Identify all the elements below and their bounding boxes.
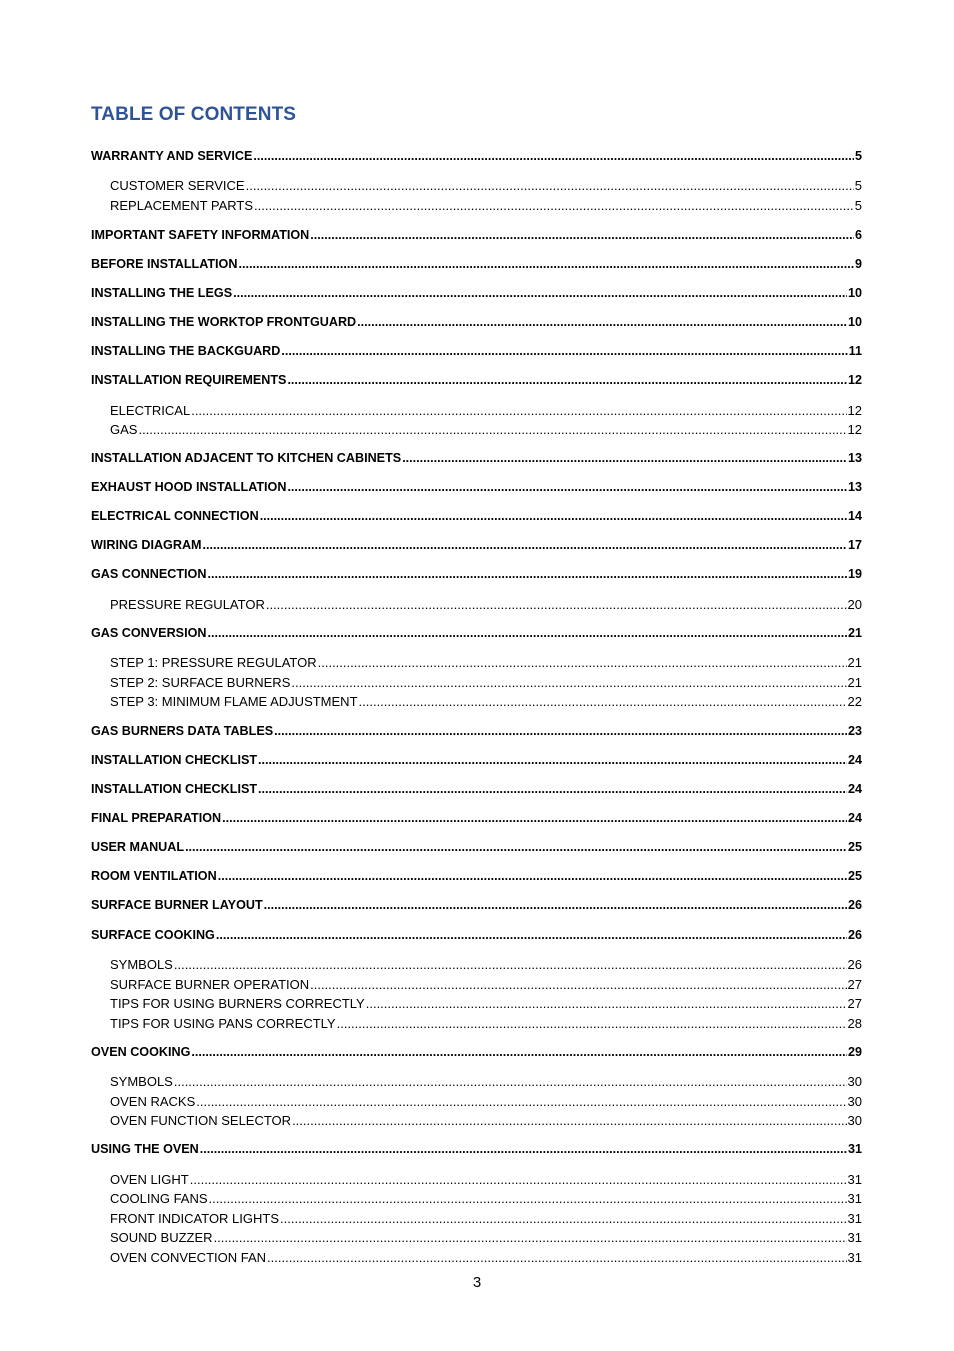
toc-dot-leader bbox=[254, 198, 854, 213]
toc-entry-page-number: 6 bbox=[854, 228, 862, 242]
toc-entry-subsection[interactable] bbox=[110, 1071, 862, 1089]
toc-entry-page-number: 23 bbox=[847, 724, 862, 738]
toc-entry-label: STEP 1: PRESSURE REGULATOR bbox=[110, 655, 317, 670]
toc-entry-label: CUSTOMER SERVICE bbox=[110, 178, 245, 193]
toc-entry-page-number: 30 bbox=[847, 1074, 862, 1089]
toc-entry-page-number: 30 bbox=[847, 1113, 862, 1128]
toc-dot-leader bbox=[267, 1250, 847, 1265]
toc-dot-leader bbox=[264, 898, 847, 913]
toc-entry-page-number: 29 bbox=[847, 1045, 862, 1059]
toc-entry-page-number: 13 bbox=[847, 480, 862, 494]
toc-entry-subsection[interactable] bbox=[110, 1169, 862, 1187]
toc-entry-subsection[interactable] bbox=[110, 175, 862, 193]
toc-entry-section[interactable] bbox=[91, 254, 862, 272]
toc-entry-subsection[interactable] bbox=[110, 974, 862, 992]
toc-entry-label: STEP 3: MINIMUM FLAME ADJUSTMENT bbox=[110, 694, 358, 709]
toc-entry-section[interactable] bbox=[91, 448, 862, 466]
toc-entry-label: ELECTRICAL CONNECTION bbox=[91, 509, 259, 523]
toc-entry-page-number: 25 bbox=[847, 869, 862, 883]
toc-entry-subsection[interactable] bbox=[110, 1110, 862, 1128]
toc-entry-subsection[interactable] bbox=[110, 672, 862, 690]
toc-dot-leader bbox=[310, 977, 846, 992]
toc-entry-label: GAS CONVERSION bbox=[91, 626, 207, 640]
toc-entry-label: IMPORTANT SAFETY INFORMATION bbox=[91, 228, 310, 242]
toc-dot-leader bbox=[280, 1211, 847, 1226]
toc-entry-label: FINAL PREPARATION bbox=[91, 811, 222, 825]
toc-entry-page-number: 27 bbox=[847, 977, 862, 992]
toc-entry-label: SURFACE BURNER OPERATION bbox=[110, 977, 310, 992]
toc-entry-section[interactable] bbox=[91, 623, 862, 641]
toc-entry-section[interactable] bbox=[91, 506, 862, 524]
toc-entry-subsection[interactable] bbox=[110, 1188, 862, 1206]
toc-dot-leader bbox=[207, 626, 847, 641]
toc-dot-leader bbox=[185, 840, 847, 855]
toc-entry-label: GAS BURNERS DATA TABLES bbox=[91, 724, 274, 738]
toc-entry-page-number: 31 bbox=[847, 1250, 862, 1265]
toc-entry-subsection[interactable] bbox=[110, 1013, 862, 1031]
toc-entry-section[interactable] bbox=[91, 341, 862, 359]
toc-entry-page-number: 12 bbox=[847, 422, 862, 437]
toc-entry-label: BEFORE INSTALLATION bbox=[91, 257, 238, 271]
toc-dot-leader bbox=[359, 694, 847, 709]
toc-dot-leader bbox=[190, 1172, 847, 1187]
toc-entry-label: INSTALLING THE WORKTOP FRONTGUARD bbox=[91, 315, 357, 329]
toc-entry-page-number: 31 bbox=[847, 1211, 862, 1226]
toc-entry-page-number: 31 bbox=[847, 1142, 862, 1156]
toc-entry-label: ELECTRICAL bbox=[110, 403, 191, 418]
toc-entry-section[interactable] bbox=[91, 477, 862, 495]
toc-dot-leader bbox=[138, 422, 846, 437]
toc-entry-label: INSTALLING THE BACKGUARD bbox=[91, 344, 281, 358]
toc-dot-leader bbox=[191, 403, 846, 418]
toc-dot-leader bbox=[402, 451, 847, 466]
toc-entry-subsection[interactable] bbox=[110, 1247, 862, 1265]
toc-entry-label: OVEN CONVECTION FAN bbox=[110, 1250, 267, 1265]
toc-entry-page-number: 26 bbox=[847, 957, 862, 972]
toc-entry-label: WIRING DIAGRAM bbox=[91, 538, 202, 552]
toc-entry-page-number: 14 bbox=[847, 509, 862, 523]
toc-entry-section[interactable] bbox=[91, 925, 862, 943]
toc-entry-label: WARRANTY AND SERVICE bbox=[91, 149, 253, 163]
toc-entry-label: STEP 2: SURFACE BURNERS bbox=[110, 675, 291, 690]
toc-entry-section[interactable] bbox=[91, 146, 862, 164]
toc-entry-page-number: 5 bbox=[854, 178, 862, 193]
toc-entry-subsection[interactable] bbox=[110, 400, 862, 418]
toc-entry-section[interactable] bbox=[91, 535, 862, 553]
toc-entry-page-number: 5 bbox=[854, 149, 862, 163]
toc-dot-leader bbox=[174, 957, 847, 972]
toc-entry-label: REPLACEMENT PARTS bbox=[110, 198, 254, 213]
toc-dot-leader bbox=[258, 782, 847, 797]
toc-entry-page-number: 25 bbox=[847, 840, 862, 854]
toc-entry-label: GAS CONNECTION bbox=[91, 567, 207, 581]
toc-entry-page-number: 21 bbox=[847, 626, 862, 640]
toc-entry-page-number: 5 bbox=[854, 198, 862, 213]
toc-dot-leader bbox=[357, 315, 847, 330]
toc-entry-section[interactable] bbox=[91, 808, 862, 826]
toc-entry-page-number: 10 bbox=[847, 315, 862, 329]
toc-entry-section[interactable] bbox=[91, 750, 862, 768]
toc-entry-label: USER MANUAL bbox=[91, 840, 185, 854]
toc-entry-page-number: 24 bbox=[847, 782, 862, 796]
toc-entry-page-number: 12 bbox=[847, 403, 862, 418]
toc-entry-label: COOLING FANS bbox=[110, 1191, 208, 1206]
toc-entry-label: GAS bbox=[110, 422, 138, 437]
toc-entry-page-number: 24 bbox=[847, 753, 862, 767]
toc-entry-section[interactable] bbox=[91, 312, 862, 330]
toc-entry-page-number: 13 bbox=[847, 451, 862, 465]
toc-entry-page-number: 30 bbox=[847, 1094, 862, 1109]
toc-dot-leader bbox=[222, 811, 847, 826]
toc-entry-subsection[interactable] bbox=[110, 954, 862, 972]
toc-entry-label: INSTALLATION REQUIREMENTS bbox=[91, 373, 287, 387]
toc-entry-section[interactable] bbox=[91, 1139, 862, 1157]
toc-entry-label: OVEN RACKS bbox=[110, 1094, 196, 1109]
toc-entry-label: SYMBOLS bbox=[110, 957, 173, 972]
toc-entry-page-number: 31 bbox=[847, 1230, 862, 1245]
toc-entry-page-number: 12 bbox=[847, 373, 862, 387]
toc-entry-page-number: 10 bbox=[847, 286, 862, 300]
toc-entry-label: INSTALLATION ADJACENT TO KITCHEN CABINETS bbox=[91, 451, 402, 465]
toc-dot-leader bbox=[191, 1045, 847, 1060]
toc-entry-page-number: 22 bbox=[847, 694, 862, 709]
toc-entry-page-number: 24 bbox=[847, 811, 862, 825]
toc-entry-page-number: 19 bbox=[847, 567, 862, 581]
toc-entry-page-number: 20 bbox=[847, 597, 862, 612]
toc-dot-leader bbox=[366, 996, 847, 1011]
toc-dot-leader bbox=[291, 675, 846, 690]
toc-entry-page-number: 11 bbox=[848, 344, 862, 358]
page-number: 3 bbox=[472, 1274, 482, 1291]
toc-entry-label: OVEN COOKING bbox=[91, 1045, 191, 1059]
toc-dot-leader bbox=[207, 567, 847, 582]
toc-entry-subsection[interactable] bbox=[110, 419, 862, 437]
toc-entry-label: TIPS FOR USING PANS CORRECTLY bbox=[110, 1016, 336, 1031]
toc-dot-leader bbox=[233, 286, 847, 301]
toc-entry-label: EXHAUST HOOD INSTALLATION bbox=[91, 480, 287, 494]
toc-entry-label: SURFACE BURNER LAYOUT bbox=[91, 898, 263, 912]
toc-entry-section[interactable] bbox=[91, 866, 862, 884]
toc-entry-section[interactable] bbox=[91, 895, 862, 913]
toc-entry-label: OVEN LIGHT bbox=[110, 1172, 189, 1187]
toc-entry-subsection[interactable] bbox=[110, 993, 862, 1011]
toc-dot-leader bbox=[216, 928, 847, 943]
toc-entry-page-number: 26 bbox=[847, 928, 862, 942]
toc-dot-leader bbox=[258, 753, 847, 768]
toc-dot-leader bbox=[246, 178, 854, 193]
toc-entry-label: INSTALLATION CHECKLIST bbox=[91, 753, 258, 767]
toc-dot-leader bbox=[318, 655, 847, 670]
toc-entry-label: ROOM VENTILATION bbox=[91, 869, 217, 883]
toc-entry-page-number: 17 bbox=[847, 538, 862, 552]
toc-entry-subsection[interactable] bbox=[110, 691, 862, 709]
toc-dot-leader bbox=[274, 724, 847, 739]
toc-dot-leader bbox=[238, 257, 854, 272]
toc-entry-label: INSTALLING THE LEGS bbox=[91, 286, 233, 300]
toc-entry-label: OVEN FUNCTION SELECTOR bbox=[110, 1113, 292, 1128]
toc-entry-label: SOUND BUZZER bbox=[110, 1230, 213, 1245]
toc-dot-leader bbox=[260, 509, 847, 524]
toc-dot-leader bbox=[209, 1191, 847, 1206]
toc-entry-page-number: 21 bbox=[847, 675, 862, 690]
toc-dot-leader bbox=[253, 149, 854, 164]
toc-dot-leader bbox=[196, 1094, 846, 1109]
toc-entry-subsection[interactable] bbox=[110, 1227, 862, 1245]
toc-entry-page-number: 28 bbox=[847, 1016, 862, 1031]
toc-entry-subsection[interactable] bbox=[110, 1091, 862, 1109]
toc-dot-leader bbox=[218, 869, 847, 884]
toc-dot-leader bbox=[174, 1074, 847, 1089]
toc-entry-label: PRESSURE REGULATOR bbox=[110, 597, 265, 612]
toc-dot-leader bbox=[281, 344, 847, 359]
toc-title: TABLE OF CONTENTS bbox=[91, 104, 297, 125]
toc-dot-leader bbox=[266, 597, 847, 612]
toc-entry-section[interactable] bbox=[91, 283, 862, 301]
toc-entry-section[interactable] bbox=[91, 779, 862, 797]
toc-entry-subsection[interactable] bbox=[110, 594, 862, 612]
toc-entry-label: SYMBOLS bbox=[110, 1074, 173, 1089]
toc-dot-leader bbox=[310, 228, 854, 243]
toc-entry-label: TIPS FOR USING BURNERS CORRECTLY bbox=[110, 996, 365, 1011]
toc-entry-section[interactable] bbox=[91, 564, 862, 582]
toc-entry-page-number: 27 bbox=[847, 996, 862, 1011]
toc-entry-label: USING THE OVEN bbox=[91, 1142, 199, 1156]
toc-entry-page-number: 31 bbox=[847, 1172, 862, 1187]
toc-entry-section[interactable] bbox=[91, 1042, 862, 1060]
toc-dot-leader bbox=[203, 538, 847, 553]
toc-entry-page-number: 26 bbox=[847, 898, 862, 912]
toc-entry-section[interactable] bbox=[91, 837, 862, 855]
toc-dot-leader bbox=[287, 480, 847, 495]
toc-entry-page-number: 9 bbox=[854, 257, 862, 271]
toc-entry-page-number: 21 bbox=[847, 655, 862, 670]
toc-dot-leader bbox=[337, 1016, 847, 1031]
toc-dot-leader bbox=[292, 1113, 846, 1128]
toc-dot-leader bbox=[287, 373, 847, 388]
toc-dot-leader bbox=[214, 1230, 847, 1245]
toc-entry-page-number: 31 bbox=[847, 1191, 862, 1206]
toc-entry-label: FRONT INDICATOR LIGHTS bbox=[110, 1211, 280, 1226]
toc-entry-subsection[interactable] bbox=[110, 195, 862, 213]
toc-entry-subsection[interactable] bbox=[110, 652, 862, 670]
toc-entry-section[interactable] bbox=[91, 225, 862, 243]
toc-entry-section[interactable] bbox=[91, 721, 862, 739]
toc-entry-label: SURFACE COOKING bbox=[91, 928, 215, 942]
toc-dot-leader bbox=[200, 1142, 847, 1157]
toc-entry-label: INSTALLATION CHECKLIST bbox=[91, 782, 258, 796]
toc-entry-section[interactable] bbox=[91, 370, 862, 388]
toc-entry-subsection[interactable] bbox=[110, 1208, 862, 1226]
